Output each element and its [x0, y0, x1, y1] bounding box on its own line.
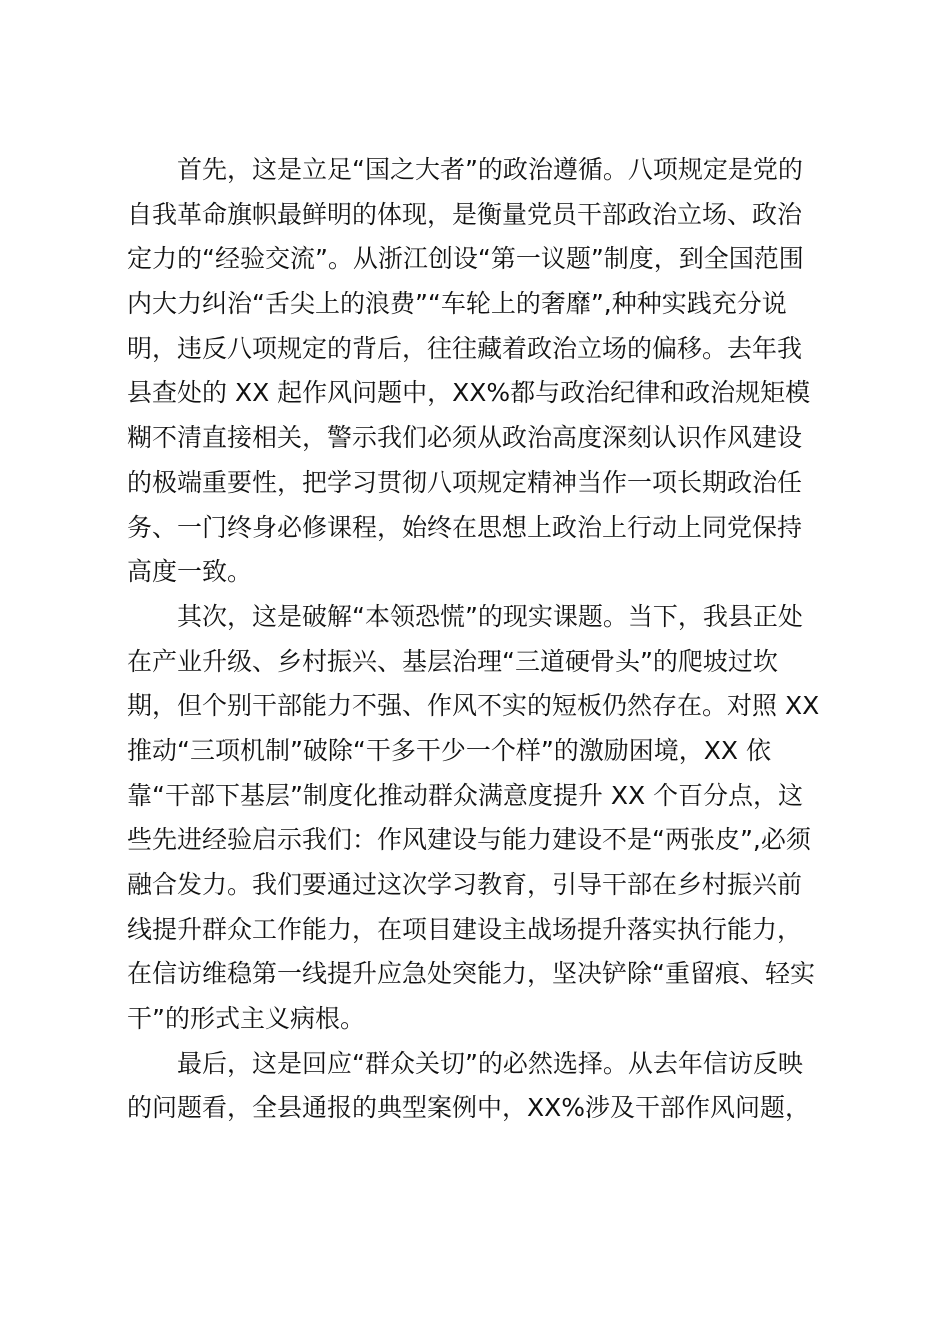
text-line: 推动“三项机制”破除“干多干少一个样”的激励困境，XX 依 — [127, 735, 772, 765]
text-line: 内大力纠治“舌尖上的浪费”“车轮上的奢靡”,种种实践充分说 — [127, 289, 787, 319]
text-line: 其次，这是破解“本领恐慌”的现实课题。当下，我县正处 — [177, 601, 803, 631]
text-line: 在信访维稳第一线提升应急处突能力，坚决铲除“重留痕、轻实 — [127, 959, 815, 989]
text-line: 首先，这是立足“国之大者”的政治遵循。八项规定是党的 — [177, 155, 803, 184]
text-line: 的极端重要性，把学习贯彻八项规定精神当作一项长期政治任 — [127, 467, 803, 497]
text-line: 最后，这是回应“群众关切”的必然选择。从去年信访反映 — [177, 1048, 803, 1078]
text-line: 务、一门终身必修课程，始终在思想上政治上行动上同党保持 — [127, 512, 803, 542]
text-line: 期，但个别干部能力不强、作风不实的短板仍然存在。对照 XX — [127, 691, 820, 721]
text-line: 干”的形式主义病根。 — [127, 1004, 365, 1034]
text-line: 在产业升级、乡村振兴、基层治理“三道硬骨头”的爬坡过坎 — [127, 646, 778, 676]
text-line: 自我革命旗帜最鲜明的体现，是衡量党员干部政治立场、政治 — [127, 199, 803, 229]
document-body — [127, 148, 827, 1131]
paragraph-public-concern — [127, 1042, 827, 1131]
text-line: 定力的“经验交流”。从浙江创设“第一议题”制度，到全国范围 — [127, 244, 804, 274]
text-line: 些先进经验启示我们：作风建设与能力建设不是“两张皮”,必须 — [127, 825, 811, 855]
text-line: 明，违反八项规定的背后，往往藏着政治立场的偏移。去年我 — [127, 333, 803, 363]
text-line: 高度一致。 — [127, 557, 253, 587]
text-line: 糊不清直接相关，警示我们必须从政治高度深刻认识作风建设 — [127, 423, 803, 453]
text-line: 线提升群众工作能力，在项目建设主战场提升落实执行能力， — [127, 914, 803, 944]
paragraph-capability-panic — [127, 595, 827, 1042]
text-line: 县查处的 XX 起作风问题中，XX%都与政治纪律和政治规矩模 — [127, 378, 811, 408]
text-line: 的问题看，全县通报的典型案例中，XX%涉及干部作风问题， — [127, 1093, 811, 1123]
text-line: 融合发力。我们要通过这次学习教育，引导干部在乡村振兴前 — [127, 870, 803, 899]
text-line: 靠“干部下基层”制度化推动群众满意度提升 XX 个百分点，这 — [127, 780, 804, 810]
paragraph-political-compliance — [127, 148, 827, 595]
